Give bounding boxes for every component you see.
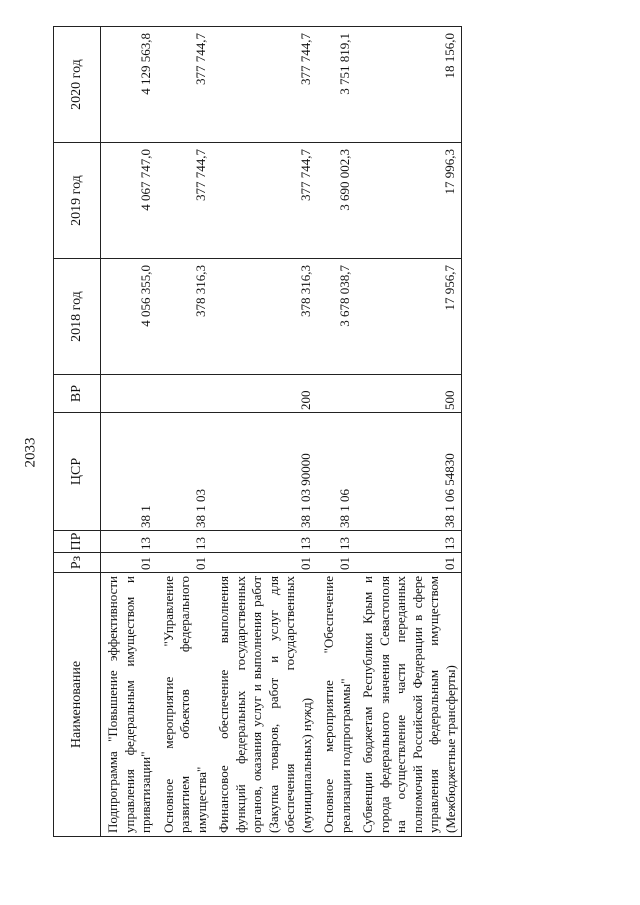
table-header-row xyxy=(54,27,101,837)
row-rz: 01 xyxy=(157,553,213,573)
row-2018: 3 678 038,7 xyxy=(317,259,356,375)
row-2018: 4 056 355,0 xyxy=(101,259,157,375)
header-name: Наименование xyxy=(54,573,101,837)
row-pr: 13 xyxy=(212,531,317,553)
row-rz: 01 xyxy=(212,553,317,573)
row-2019: 3 690 002,3 xyxy=(317,143,356,259)
header-vr: ВР xyxy=(54,375,101,413)
row-name: Подпрограмма "Повышение эффективности управления федеральным имуществом и приватизации" xyxy=(101,573,157,837)
row-vr: 200 xyxy=(212,375,317,413)
page-number xyxy=(16,437,46,467)
header-rz: Рз xyxy=(54,553,101,573)
row-2020: 377 744,7 xyxy=(212,27,317,143)
row-2019: 17 996,3 xyxy=(356,143,462,259)
table-row xyxy=(317,27,356,837)
header-2018: 2018 год xyxy=(54,259,101,375)
budget-table xyxy=(53,26,462,837)
row-csr: 38 1 03 xyxy=(157,413,213,531)
row-vr xyxy=(157,375,213,413)
row-rz: 01 xyxy=(101,553,157,573)
header-pr: ПР xyxy=(54,531,101,553)
header-csr: ЦСР xyxy=(54,413,101,531)
table-row xyxy=(101,27,157,837)
row-2020: 18 156,0 xyxy=(356,27,462,143)
row-name: Основное мероприятие "Обеспечение реализации подпрограммы" xyxy=(317,573,356,837)
row-name: Основное мероприятие "Управление развитием объектов федерального имущества" xyxy=(157,573,213,837)
row-2018: 378 316,3 xyxy=(157,259,213,375)
row-2020: 377 744,7 xyxy=(157,27,213,143)
header-2020: 2020 год xyxy=(54,27,101,143)
row-2018: 378 316,3 xyxy=(212,259,317,375)
row-csr: 38 1 06 54830 xyxy=(356,413,462,531)
row-2019: 4 067 747,0 xyxy=(101,143,157,259)
row-pr: 13 xyxy=(317,531,356,553)
row-vr: 500 xyxy=(356,375,462,413)
row-pr: 13 xyxy=(157,531,213,553)
page-number-text: 2033 xyxy=(22,437,39,467)
row-csr: 38 1 03 90000 xyxy=(212,413,317,531)
row-pr: 13 xyxy=(356,531,462,553)
table-row xyxy=(212,27,317,837)
row-2018: 17 956,7 xyxy=(356,259,462,375)
row-2020: 4 129 563,8 xyxy=(101,27,157,143)
row-name: Субвенции бюджетам Республики Крым и города федерального значения Севастополя на осуществление части переданных полномочий Российской Федерации в сфере управления федеральным имуществом (Межбюджетные трансферты) xyxy=(356,573,462,837)
row-2020: 3 751 819,1 xyxy=(317,27,356,143)
row-rz: 01 xyxy=(356,553,462,573)
row-name: Финансовое обеспечение выполнения функций федеральных государственных органов, оказания услуг и выполнения работ (Закупка товаров, работ и услуг для обеспечения государственных (муниципальных) нужд) xyxy=(212,573,317,837)
row-rz: 01 xyxy=(317,553,356,573)
row-vr xyxy=(317,375,356,413)
row-pr: 13 xyxy=(101,531,157,553)
table-row xyxy=(157,27,213,837)
header-2019: 2019 год xyxy=(54,143,101,259)
row-2019: 377 744,7 xyxy=(212,143,317,259)
row-csr: 38 1 xyxy=(101,413,157,531)
row-vr xyxy=(101,375,157,413)
budget-table-container xyxy=(53,27,640,837)
row-csr: 38 1 06 xyxy=(317,413,356,531)
table-row xyxy=(356,27,462,837)
row-2019: 377 744,7 xyxy=(157,143,213,259)
